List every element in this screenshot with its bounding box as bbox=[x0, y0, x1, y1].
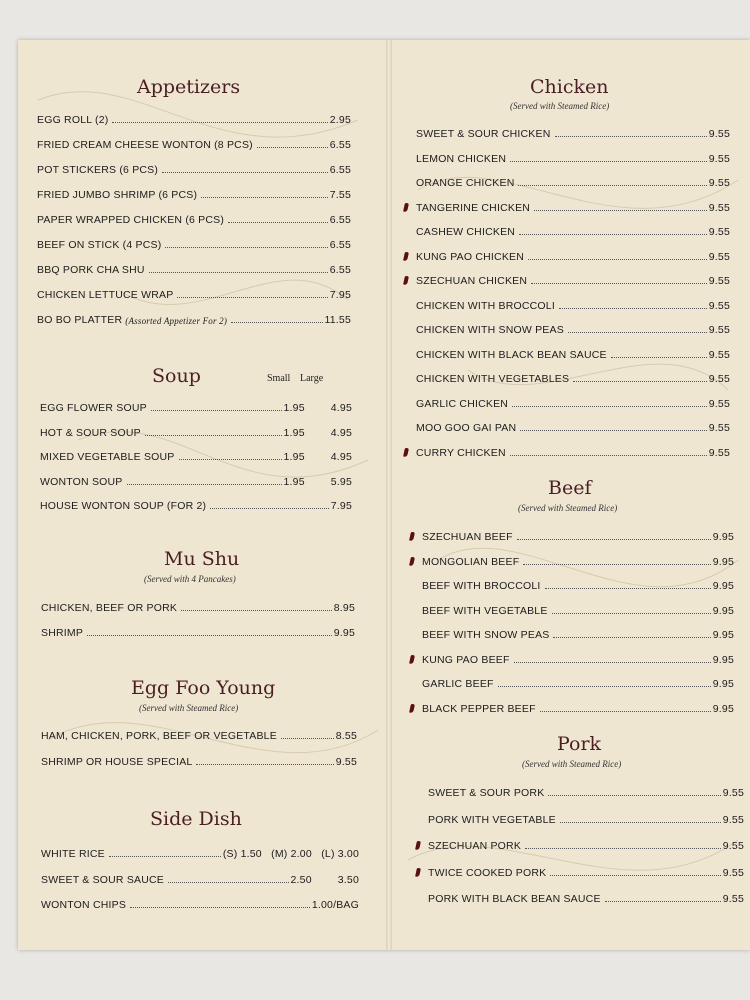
chicken-subtitle: (Served with Steamed Rice) bbox=[510, 101, 610, 111]
eggfooyoung-title: Egg Foo Young bbox=[131, 677, 276, 699]
leader-dots bbox=[555, 136, 707, 137]
item-name: SWEET & SOUR PORK bbox=[428, 787, 545, 799]
item-price-small: 1.95 bbox=[283, 402, 305, 414]
page-fold bbox=[386, 40, 392, 950]
leader-dots bbox=[179, 459, 282, 460]
leader-dots bbox=[545, 588, 711, 589]
item-price: 9.55 bbox=[722, 840, 744, 852]
item-name: PORK WITH VEGETABLE bbox=[428, 813, 556, 826]
menu-item bbox=[416, 320, 730, 336]
menu-item bbox=[37, 260, 351, 276]
chicken-title: Chicken bbox=[530, 76, 609, 98]
item-price: 9.55 bbox=[708, 422, 730, 434]
menu-item bbox=[416, 173, 730, 189]
item-name: SZECHUAN BEEF bbox=[422, 531, 513, 543]
leader-dots bbox=[151, 410, 282, 411]
menu-item bbox=[40, 423, 352, 439]
menu-item bbox=[428, 836, 744, 852]
item-name: SZECHUAN CHICKEN bbox=[416, 275, 528, 287]
item-price: 1.00/BAG bbox=[311, 899, 359, 911]
menu-item bbox=[37, 135, 351, 151]
leader-dots bbox=[552, 613, 711, 614]
menu-item bbox=[416, 394, 730, 410]
leader-dots bbox=[87, 635, 332, 636]
item-name: GARLIC CHICKEN bbox=[416, 397, 509, 410]
item-price: 9.55 bbox=[708, 397, 730, 410]
item-price-large: 4.95 bbox=[330, 451, 352, 463]
leader-dots bbox=[531, 283, 707, 284]
pork-title: Pork bbox=[557, 733, 602, 755]
item-price: 9.55 bbox=[708, 201, 730, 214]
item-name: PORK WITH BLACK BEAN SAUCE bbox=[428, 893, 601, 905]
item-price: 9.55 bbox=[708, 348, 730, 361]
leader-dots bbox=[231, 322, 322, 323]
item-name: BEEF WITH SNOW PEAS bbox=[422, 629, 550, 641]
leader-dots bbox=[112, 122, 327, 123]
leader-dots bbox=[560, 822, 721, 823]
leader-dots bbox=[210, 508, 329, 509]
item-price: 6.55 bbox=[329, 214, 351, 226]
menu-item bbox=[416, 418, 730, 434]
menu-item bbox=[416, 247, 730, 263]
item-price: 9.55 bbox=[708, 226, 730, 238]
item-price-small: 1.95 bbox=[283, 426, 305, 439]
item-name: CASHEW CHICKEN bbox=[416, 226, 516, 238]
item-name: MOO GOO GAI PAN bbox=[416, 422, 517, 434]
appetizers-title: Appetizers bbox=[137, 76, 241, 98]
item-price-large: 5.95 bbox=[330, 475, 352, 488]
item-price-small: 1.95 bbox=[283, 475, 305, 488]
item-name: GARLIC BEEF bbox=[422, 678, 494, 690]
item-price: 9.95 bbox=[712, 653, 734, 666]
item-name: SWEET & SOUR CHICKEN bbox=[416, 128, 551, 140]
menu-item bbox=[428, 863, 744, 879]
menu-item bbox=[37, 210, 351, 226]
item-sizes: (S) 1.50 (M) 2.00 (L) 3.00 bbox=[222, 848, 359, 860]
item-price: 2.95 bbox=[329, 114, 351, 126]
item-price: 9.55 bbox=[708, 324, 730, 336]
menu-item bbox=[416, 443, 730, 459]
item-price: 11.55 bbox=[324, 314, 351, 326]
sidedish-title: Side Dish bbox=[150, 808, 242, 830]
menu-item bbox=[41, 870, 359, 886]
leader-dots bbox=[517, 539, 711, 540]
leader-dots bbox=[165, 247, 327, 248]
item-price: 6.55 bbox=[329, 164, 351, 176]
item-price: 9.55 bbox=[708, 128, 730, 140]
leader-dots bbox=[523, 564, 710, 565]
leader-dots bbox=[162, 172, 328, 173]
item-name: SZECHUAN PORK bbox=[428, 840, 522, 852]
item-name: FRIED JUMBO SHRIMP (6 PCS) bbox=[37, 189, 198, 201]
menu-item bbox=[41, 726, 357, 742]
item-name: CHICKEN WITH VEGETABLES bbox=[416, 373, 570, 385]
item-name: BLACK PEPPER BEEF bbox=[422, 702, 536, 715]
menu-item bbox=[40, 398, 352, 414]
leader-dots bbox=[201, 197, 328, 198]
item-name: KUNG PAO BEEF bbox=[422, 653, 510, 666]
leader-dots bbox=[534, 210, 707, 211]
menu-item bbox=[422, 699, 734, 715]
menu-item bbox=[428, 783, 744, 799]
menu-item bbox=[428, 810, 744, 826]
item-price: 6.55 bbox=[329, 264, 351, 276]
leader-dots bbox=[510, 161, 707, 162]
item-price: 9.55 bbox=[708, 152, 730, 165]
leader-dots bbox=[196, 764, 333, 765]
menu-item bbox=[422, 601, 734, 617]
item-name: WHITE RICE bbox=[41, 848, 105, 860]
item-price: 9.95 bbox=[712, 604, 734, 617]
leader-dots bbox=[550, 875, 720, 876]
item-name: WONTON SOUP bbox=[40, 475, 123, 488]
item-name: ORANGE CHICKEN bbox=[416, 177, 515, 189]
item-price-small: 2.50 bbox=[290, 873, 312, 886]
menu-item bbox=[41, 623, 355, 639]
beef-title: Beef bbox=[548, 477, 592, 499]
item-name: MONGOLIAN BEEF bbox=[422, 555, 520, 568]
menu-item bbox=[416, 296, 730, 312]
item-price: 8.95 bbox=[333, 602, 355, 614]
item-price: 7.95 bbox=[330, 500, 352, 512]
item-price: 9.55 bbox=[708, 275, 730, 287]
leader-dots bbox=[611, 357, 707, 358]
menu-item bbox=[416, 198, 730, 214]
item-price-large: 3.50 bbox=[337, 873, 359, 886]
item-name: EGG FLOWER SOUP bbox=[40, 402, 147, 414]
item-name: KUNG PAO CHICKEN bbox=[416, 250, 525, 263]
menu-item bbox=[422, 552, 734, 568]
leader-dots bbox=[553, 637, 710, 638]
menu-item bbox=[37, 235, 351, 251]
leader-dots bbox=[528, 259, 707, 260]
item-price: 7.55 bbox=[329, 189, 351, 201]
menu-item bbox=[416, 149, 730, 165]
menu-item bbox=[422, 625, 734, 641]
menu-item bbox=[422, 527, 734, 543]
leader-dots bbox=[525, 848, 721, 849]
item-price: 9.95 bbox=[712, 531, 734, 543]
menu-item bbox=[416, 345, 730, 361]
menu-item bbox=[40, 472, 352, 488]
leader-dots bbox=[181, 610, 332, 611]
leader-dots bbox=[177, 297, 327, 298]
leader-dots bbox=[498, 686, 711, 687]
leader-dots bbox=[257, 147, 328, 148]
menu-item bbox=[416, 369, 730, 385]
item-name: TANGERINE CHICKEN bbox=[416, 201, 531, 214]
item-name: EGG ROLL (2) bbox=[37, 114, 109, 126]
leader-dots bbox=[149, 272, 328, 273]
leader-dots bbox=[514, 662, 711, 663]
menu-item bbox=[37, 185, 351, 201]
item-name: LEMON CHICKEN bbox=[416, 152, 507, 165]
item-price: 9.55 bbox=[722, 813, 744, 826]
item-price: 9.55 bbox=[722, 787, 744, 799]
item-price: 9.95 bbox=[333, 627, 355, 639]
item-name: HAM, CHICKEN, PORK, BEEF OR VEGETABLE bbox=[41, 730, 277, 742]
leader-dots bbox=[510, 455, 707, 456]
menu-item bbox=[37, 285, 351, 301]
menu-item bbox=[428, 889, 744, 905]
item-name: FRIED CREAM CHEESE WONTON (8 PCS) bbox=[37, 139, 253, 151]
item-name: POT STICKERS (6 PCS) bbox=[37, 164, 159, 176]
menu-item bbox=[416, 124, 730, 140]
leader-dots bbox=[281, 738, 334, 739]
menu-item bbox=[37, 110, 351, 126]
item-price: 9.95 bbox=[712, 678, 734, 690]
item-name: HOUSE WONTON SOUP (FOR 2) bbox=[40, 500, 207, 512]
soup-title: Soup bbox=[152, 365, 201, 387]
eggfooyoung-subtitle: (Served with Steamed Rice) bbox=[139, 703, 239, 713]
menu-item bbox=[40, 447, 352, 463]
leader-dots bbox=[568, 332, 707, 333]
item-name: PAPER WRAPPED CHICKEN (6 PCS) bbox=[37, 214, 225, 226]
item-name: SHRIMP OR HOUSE SPECIAL bbox=[41, 756, 193, 768]
menu-item bbox=[41, 844, 359, 860]
item-note: (Assorted Appetizer For 2) bbox=[125, 316, 228, 326]
item-price: 9.55 bbox=[722, 893, 744, 905]
item-name: CHICKEN WITH BROCCOLI bbox=[416, 299, 555, 312]
menu-item bbox=[422, 576, 734, 592]
item-name: BBQ PORK CHA SHU bbox=[37, 264, 145, 276]
soup-small-header: Small bbox=[267, 373, 291, 384]
leader-dots bbox=[127, 484, 282, 485]
mushu-title: Mu Shu bbox=[164, 548, 240, 570]
item-price: 6.55 bbox=[329, 139, 351, 151]
item-price: 9.55 bbox=[708, 250, 730, 263]
leader-dots bbox=[559, 308, 707, 309]
leader-dots bbox=[145, 435, 282, 436]
item-price: 9.55 bbox=[708, 373, 730, 385]
leader-dots bbox=[518, 185, 706, 186]
pork-subtitle: (Served with Steamed Rice) bbox=[522, 759, 622, 769]
item-price: 9.95 bbox=[712, 702, 734, 715]
item-price: 9.95 bbox=[712, 629, 734, 641]
menu-item bbox=[41, 895, 359, 911]
leader-dots bbox=[130, 907, 310, 908]
menu-item bbox=[37, 310, 351, 326]
leader-dots bbox=[168, 882, 288, 883]
item-price: 9.55 bbox=[722, 866, 744, 879]
item-price: 9.55 bbox=[708, 299, 730, 312]
item-name: HOT & SOUR SOUP bbox=[40, 426, 141, 439]
menu-item bbox=[416, 222, 730, 238]
item-name: CURRY CHICKEN bbox=[416, 446, 506, 459]
soup-large-header: Large bbox=[300, 373, 324, 384]
leader-dots bbox=[228, 222, 328, 223]
item-name: SWEET & SOUR SAUCE bbox=[41, 873, 165, 886]
item-price-small: 1.95 bbox=[283, 451, 305, 463]
leader-dots bbox=[519, 234, 707, 235]
item-price: 9.95 bbox=[712, 555, 734, 568]
item-name: WONTON CHIPS bbox=[41, 899, 127, 911]
item-name: MIXED VEGETABLE SOUP bbox=[40, 451, 175, 463]
item-name: SHRIMP bbox=[41, 627, 84, 639]
mushu-subtitle: (Served with 4 Pancakes) bbox=[144, 574, 236, 584]
leader-dots bbox=[109, 856, 221, 857]
menu-item bbox=[40, 496, 352, 512]
menu-item bbox=[37, 160, 351, 176]
item-name: CHICKEN WITH BLACK BEAN SAUCE bbox=[416, 348, 607, 361]
item-name: CHICKEN, BEEF OR PORK bbox=[41, 602, 178, 614]
item-name: BO BO PLATTER bbox=[37, 314, 123, 326]
item-price: 6.55 bbox=[329, 239, 351, 251]
item-price-large: 4.95 bbox=[330, 402, 352, 414]
item-name: BEEF WITH BROCCOLI bbox=[422, 580, 541, 592]
leader-dots bbox=[548, 795, 720, 796]
item-name: BEEF WITH VEGETABLE bbox=[422, 604, 548, 617]
menu-item bbox=[422, 650, 734, 666]
item-price-large: 4.95 bbox=[330, 426, 352, 439]
leader-dots bbox=[520, 430, 707, 431]
item-price: 9.55 bbox=[708, 177, 730, 189]
item-price: 9.55 bbox=[335, 756, 357, 768]
menu-item bbox=[422, 674, 734, 690]
item-name: TWICE COOKED PORK bbox=[428, 866, 547, 879]
leader-dots bbox=[512, 406, 707, 407]
item-name: CHICKEN WITH SNOW PEAS bbox=[416, 324, 564, 336]
leader-dots bbox=[540, 711, 711, 712]
menu-item bbox=[416, 271, 730, 287]
item-price: 7.95 bbox=[329, 289, 351, 301]
beef-subtitle: (Served with Steamed Rice) bbox=[518, 503, 618, 513]
leader-dots bbox=[605, 901, 721, 902]
leader-dots bbox=[573, 381, 707, 382]
item-name: BEEF ON STICK (4 PCS) bbox=[37, 239, 162, 251]
item-price: 9.95 bbox=[712, 580, 734, 592]
item-price: 9.55 bbox=[708, 446, 730, 459]
menu-item bbox=[41, 752, 357, 768]
item-name: CHICKEN LETTUCE WRAP bbox=[37, 289, 174, 301]
menu-item bbox=[41, 598, 355, 614]
item-price: 8.55 bbox=[335, 730, 357, 742]
